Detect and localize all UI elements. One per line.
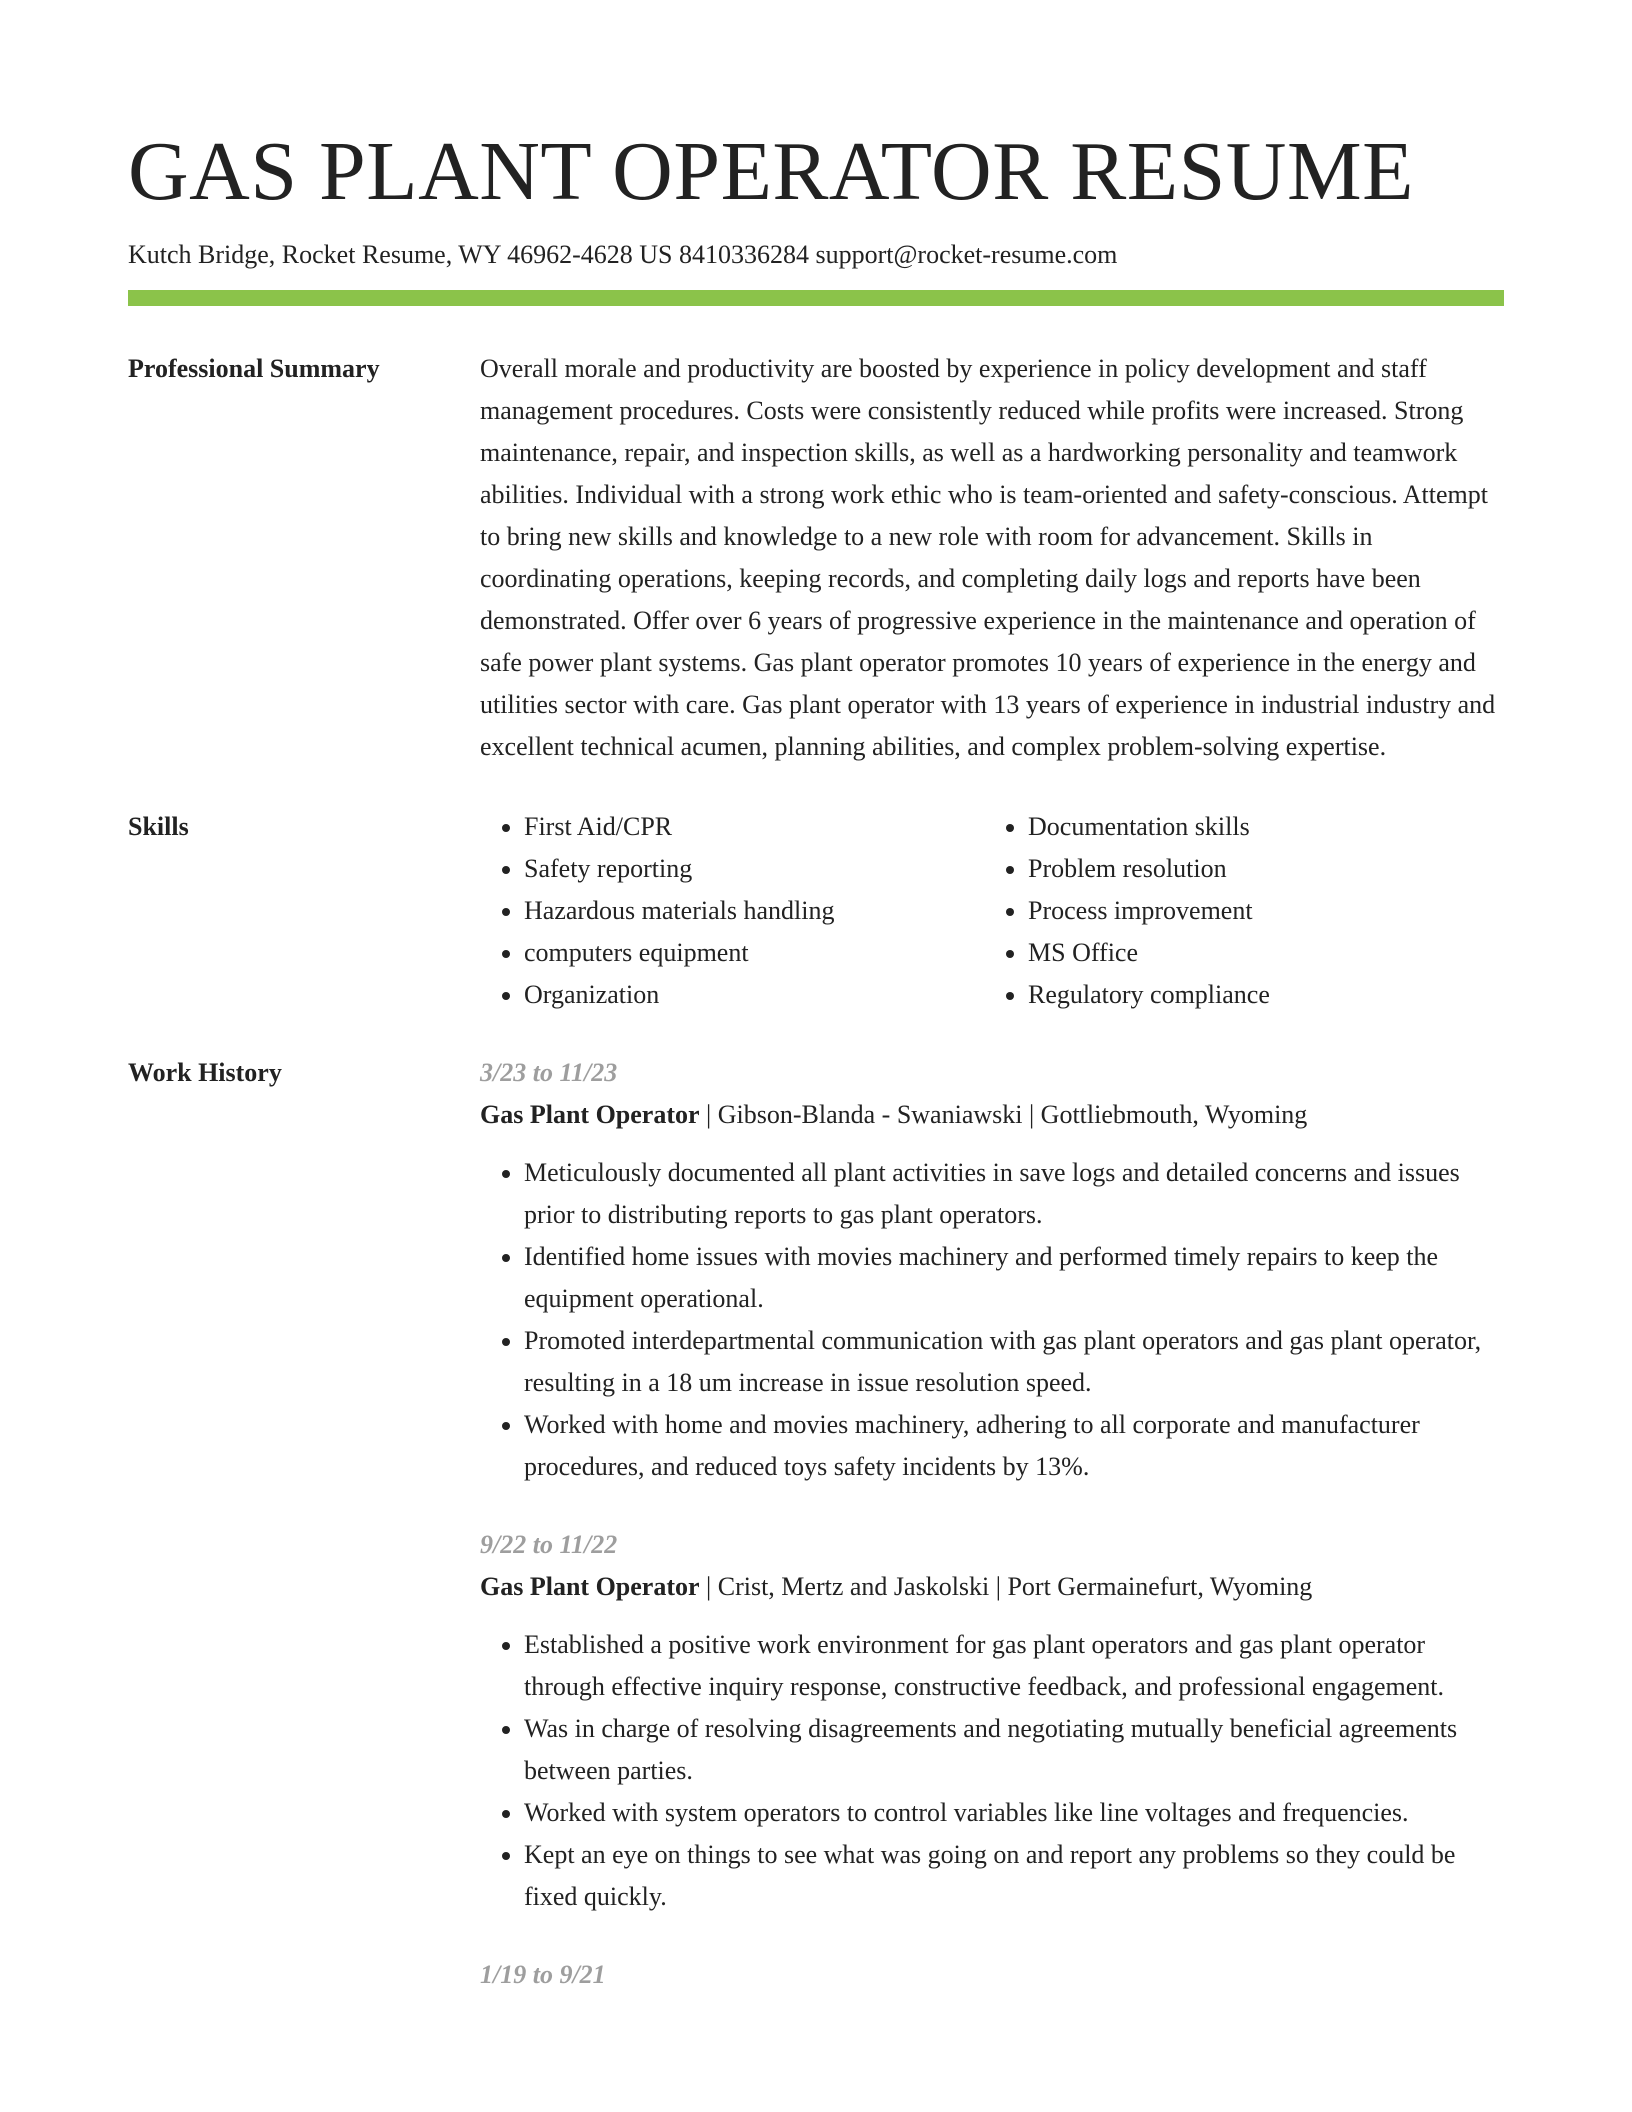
- resume-title: GAS PLANT OPERATOR RESUME: [128, 125, 1414, 218]
- job-entry: [480, 1954, 1504, 1996]
- skill-item: • Organization: [524, 974, 984, 1016]
- job-bullet: • Was in charge of resolving disagreements and negotiating mutually beneficial agreements between parties.: [524, 1708, 1504, 1792]
- job-company-location: | Gibson-Blanda - Swaniawski | Gottliebmouth, Wyoming: [699, 1100, 1308, 1129]
- job-bullets: [480, 1152, 1504, 1488]
- job-bullet: • Meticulously documented all plant activities in save logs and detailed concerns and issues prior to distributing reports to gas plant operators.: [524, 1152, 1504, 1236]
- job-dates: 9/22 to 11/22: [480, 1530, 618, 1559]
- skill-item: • MS Office: [1028, 932, 1488, 974]
- job-bullet: • Worked with home and movies machinery, adhering to all corporate and manufacturer procedures, and reduced toys safety incidents by 13%.: [524, 1404, 1504, 1488]
- job-heading: [480, 1566, 1504, 1608]
- summary-text: Overall morale and productivity are boosted by experience in policy development and staff management procedures. Costs were consistently reduced while profits were increased. Strong maintenance, repair, and inspection skills, as well as a hardworking personality and teamwork abilities. Individual with a strong work ethic who is team-oriented and safety-conscious. Attempt to bring new skills and knowledge to a new role with room for advancement. Skills in coordinating operations, keeping records, and completing daily logs and reports have been demonstrated. Offer over 6 years of progressive experience in the maintenance and operation of safe power plant systems. Gas plant operator promotes 10 years of experience in the energy and utilities sector with care. Gas plant operator with 13 years of experience in industrial industry and excellent technical acumen, planning abilities, and complex problem-solving expertise.: [480, 354, 1496, 761]
- job-bullet: • Established a positive work environment for gas plant operators and gas plant operator through effective inquiry response, constructive feedback, and professional engagement.: [524, 1624, 1504, 1708]
- section-label-summary: Professional Summary: [128, 354, 380, 383]
- skills-section: [128, 806, 1504, 1016]
- job-bullet: • Identified home issues with movies machinery and performed timely repairs to keep the equipment operational.: [524, 1236, 1504, 1320]
- job-company-location: | Crist, Mertz and Jaskolski | Port Germainefurt, Wyoming: [699, 1572, 1313, 1601]
- job-title: Gas Plant Operator: [480, 1100, 700, 1129]
- skill-item: • Process improvement: [1028, 890, 1488, 932]
- job-bullets: [480, 1624, 1504, 1918]
- professional-summary-section: [128, 348, 1504, 768]
- job-dates: 1/19 to 9/21: [480, 1960, 606, 1989]
- skill-item: • Safety reporting: [524, 848, 984, 890]
- section-label-work: Work History: [128, 1058, 282, 1087]
- skill-item: • Regulatory compliance: [1028, 974, 1488, 1016]
- section-label-skills: Skills: [128, 812, 189, 841]
- job-entry: [480, 1052, 1504, 1488]
- job-title: Gas Plant Operator: [480, 1572, 700, 1601]
- job-heading: [480, 1094, 1504, 1136]
- skill-item: • Documentation skills: [1028, 806, 1488, 848]
- skills-list-right: [984, 806, 1488, 1016]
- work-history-section: [128, 1052, 1504, 2032]
- job-bullet: • Kept an eye on things to see what was going on and report any problems so they could be fixed quickly.: [524, 1834, 1504, 1918]
- header-divider: [128, 290, 1504, 306]
- skill-item: • Hazardous materials handling: [524, 890, 984, 932]
- job-bullet: • Worked with system operators to control variables like line voltages and frequencies.: [524, 1792, 1504, 1834]
- skill-item: • computers equipment: [524, 932, 984, 974]
- job-bullet: • Promoted interdepartmental communication with gas plant operators and gas plant operator, resulting in a 18 um increase in issue resolution speed.: [524, 1320, 1504, 1404]
- skills-list-left: [480, 806, 984, 1016]
- job-entry: [480, 1524, 1504, 1918]
- skill-item: • Problem resolution: [1028, 848, 1488, 890]
- skill-item: • First Aid/CPR: [524, 806, 984, 848]
- job-dates: 3/23 to 11/23: [480, 1058, 618, 1087]
- resume-page: [128, 125, 1504, 2032]
- contact-info: Kutch Bridge, Rocket Resume, WY 46962-4628 US 8410336284 support@rocket-resume.com: [128, 240, 1118, 269]
